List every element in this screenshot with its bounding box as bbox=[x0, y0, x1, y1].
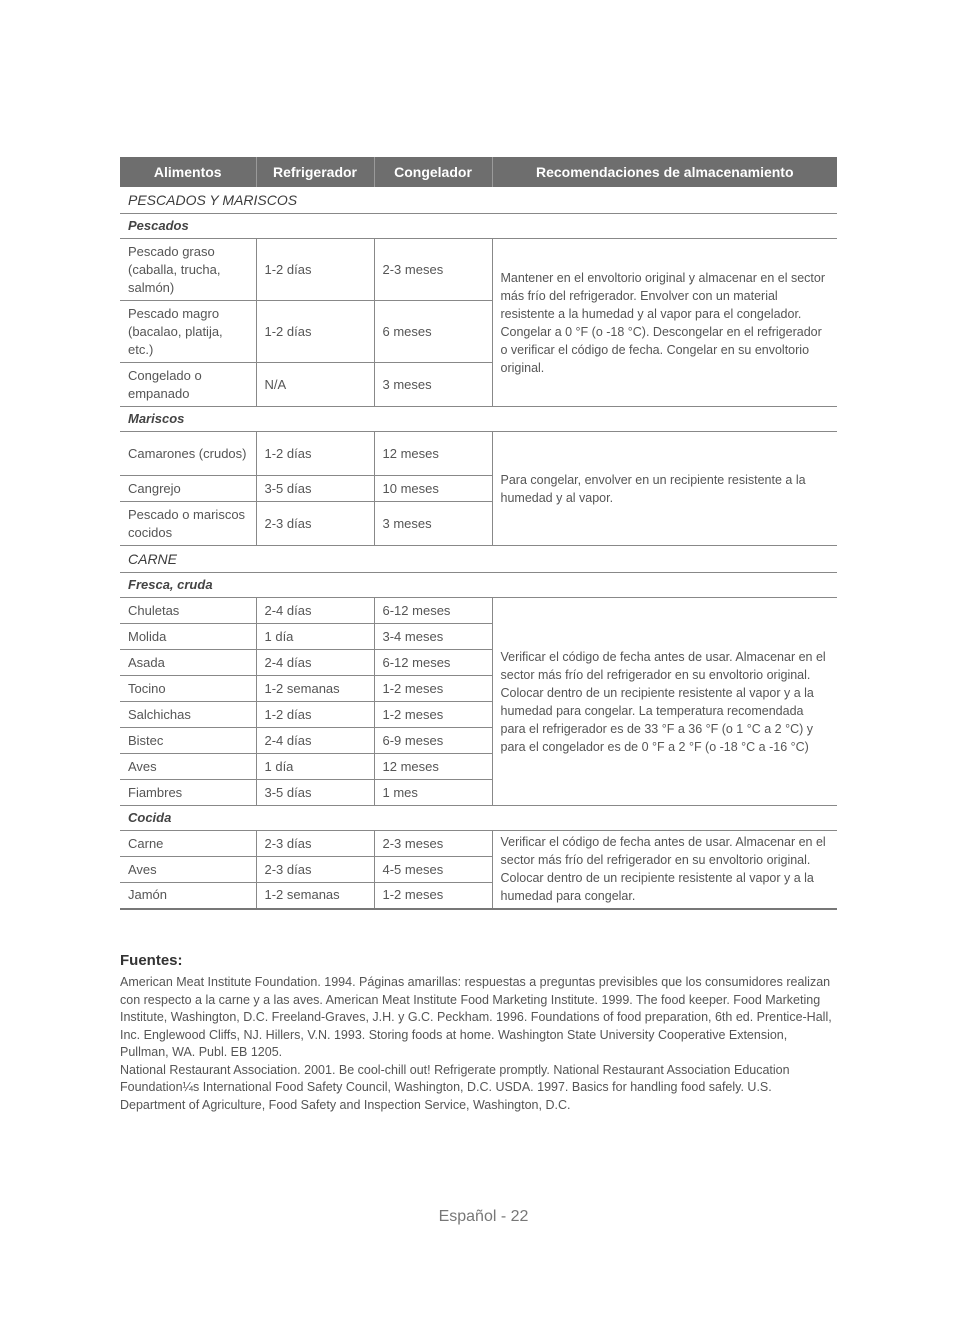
table-header-row bbox=[120, 157, 837, 187]
freezer-cell: 6-12 meses bbox=[374, 650, 492, 676]
food-cell: Chuletas bbox=[120, 598, 256, 624]
subsection-row-mariscos bbox=[120, 407, 837, 432]
freezer-cell: 6 meses bbox=[374, 301, 492, 363]
food-storage-table bbox=[120, 157, 837, 910]
table-row bbox=[120, 239, 837, 301]
freezer-cell: 3-4 meses bbox=[374, 624, 492, 650]
subsection-row-cocida bbox=[120, 806, 837, 831]
freezer-cell: 12 meses bbox=[374, 432, 492, 476]
food-cell: Carne bbox=[120, 831, 256, 857]
fridge-cell: 3-5 días bbox=[256, 780, 374, 806]
fridge-cell: 1 día bbox=[256, 624, 374, 650]
food-cell: Jamón bbox=[120, 883, 256, 909]
food-cell: Pescado o mariscos cocidos bbox=[120, 502, 256, 546]
food-cell: Pescado graso (caballa, trucha, salmón) bbox=[120, 239, 256, 301]
fridge-cell: 1-2 semanas bbox=[256, 883, 374, 909]
fridge-cell: 1-2 días bbox=[256, 702, 374, 728]
header-congelador: Congelador bbox=[374, 157, 492, 187]
fridge-cell: 1 día bbox=[256, 754, 374, 780]
food-cell: Pescado magro (bacalao, platija, etc.) bbox=[120, 301, 256, 363]
fridge-cell: 2-4 días bbox=[256, 598, 374, 624]
table-row bbox=[120, 598, 837, 624]
header-recomendaciones: Recomendaciones de almacenamiento bbox=[492, 157, 837, 187]
fridge-cell: 2-3 días bbox=[256, 857, 374, 883]
fridge-cell: 1-2 días bbox=[256, 301, 374, 363]
recommendation-cell: Verificar el código de fecha antes de usar. Almacenar en el sector más frío del refrigerador en su envoltorio original. Colocar dentro de un recipiente resistente al vapor y a la humedad para congelar. bbox=[492, 831, 837, 909]
fridge-cell: 1-2 días bbox=[256, 432, 374, 476]
freezer-cell: 2-3 meses bbox=[374, 831, 492, 857]
sources-section bbox=[120, 952, 838, 1114]
freezer-cell: 4-5 meses bbox=[374, 857, 492, 883]
section-row-meat bbox=[120, 546, 837, 573]
freezer-cell: 3 meses bbox=[374, 363, 492, 407]
freezer-cell: 3 meses bbox=[374, 502, 492, 546]
recommendation-cell: Verificar el código de fecha antes de usar. Almacenar en el sector más frío del refrigerador en su envoltorio original. Colocar dentro de un recipiente resistente al vapor y a la humedad para congelar. La temperatura recomendada para el refrigerador es de 33 °F a 36 °F (o 1 °C a 2 °C) y para el congelador es de 0 °F a 2 °F (o -18 °C a -16 °C) bbox=[492, 598, 837, 806]
fridge-cell: 3-5 días bbox=[256, 476, 374, 502]
sources-title: Fuentes: bbox=[120, 952, 183, 969]
fridge-cell: 2-4 días bbox=[256, 728, 374, 754]
freezer-cell: 1-2 meses bbox=[374, 702, 492, 728]
table-row bbox=[120, 432, 837, 476]
freezer-cell: 1-2 meses bbox=[374, 676, 492, 702]
subsection-title-fresca: Fresca, cruda bbox=[120, 573, 837, 598]
freezer-cell: 1-2 meses bbox=[374, 883, 492, 909]
freezer-cell: 1 mes bbox=[374, 780, 492, 806]
fridge-cell: 2-4 días bbox=[256, 650, 374, 676]
food-cell: Tocino bbox=[120, 676, 256, 702]
section-row-fish bbox=[120, 187, 837, 214]
fridge-cell: 1-2 semanas bbox=[256, 676, 374, 702]
subsection-title-cocida: Cocida bbox=[120, 806, 837, 831]
freezer-cell: 10 meses bbox=[374, 476, 492, 502]
recommendation-cell: Mantener en el envoltorio original y almacenar en el sector más frío del refrigerador. Envolver con un material resistente a la humedad y al vapor para el congelador. Congelar a 0 °F (o -18 °C). Descongelar en el refrigerador o verificar el código de fecha. Congelar en su envoltorio original. bbox=[492, 239, 837, 407]
freezer-cell: 12 meses bbox=[374, 754, 492, 780]
fridge-cell: 2-3 días bbox=[256, 502, 374, 546]
freezer-cell: 6-12 meses bbox=[374, 598, 492, 624]
header-refrigerador: Refrigerador bbox=[256, 157, 374, 187]
food-cell: Salchichas bbox=[120, 702, 256, 728]
fridge-cell: N/A bbox=[256, 363, 374, 407]
food-cell: Cangrejo bbox=[120, 476, 256, 502]
food-cell: Molida bbox=[120, 624, 256, 650]
subsection-title-mariscos: Mariscos bbox=[120, 407, 837, 432]
sources-paragraph: American Meat Institute Foundation. 1994. Páginas amarillas: respuestas a preguntas previsibles que los consumidores realizan con respecto a la carne y a las aves. American Meat Institute Food Marketing Institute. 1999. The food keeper. Food Marketing Institute, Washington, D.C. Freeland-Graves, J.H. y G.C. Peckham. 1996. Foundations of food preparation, 6th ed. Prentice-Hall, Inc. Englewood Cliffs, NJ. Hillers, V.N. 1993. Storing foods at home. Washington State University Cooperative Extension, Pullman, WA. Publ. EB 1205. bbox=[120, 975, 832, 1059]
section-title-meat: CARNE bbox=[120, 546, 837, 573]
food-cell: Camarones (crudos) bbox=[120, 432, 256, 476]
fridge-cell: 2-3 días bbox=[256, 831, 374, 857]
page-footer: Español - 22 bbox=[438, 1208, 529, 1225]
subsection-row-pescados bbox=[120, 214, 837, 239]
food-cell: Congelado o empanado bbox=[120, 363, 256, 407]
food-cell: Asada bbox=[120, 650, 256, 676]
subsection-row-fresca bbox=[120, 573, 837, 598]
food-cell: Fiambres bbox=[120, 780, 256, 806]
section-title-fish: PESCADOS Y MARISCOS bbox=[120, 187, 837, 214]
sources-paragraph: National Restaurant Association. 2001. Be cool-chill out! Refrigerate promptly. National Restaurant Association Education Foundation¼s International Food Safety Council, Washington, D.C. USDA. 1997. Basics for handling food safely. U.S. Department of Agriculture, Food Safety and Inspection Service, Washington, D.C. bbox=[120, 1062, 790, 1112]
food-cell: Aves bbox=[120, 754, 256, 780]
freezer-cell: 2-3 meses bbox=[374, 239, 492, 301]
subsection-title-pescados: Pescados bbox=[120, 214, 837, 239]
food-cell: Bistec bbox=[120, 728, 256, 754]
freezer-cell: 6-9 meses bbox=[374, 728, 492, 754]
header-alimentos: Alimentos bbox=[120, 157, 256, 187]
fridge-cell: 1-2 días bbox=[256, 239, 374, 301]
recommendation-cell: Para congelar, envolver en un recipiente resistente a la humedad y al vapor. bbox=[492, 432, 837, 546]
table-row bbox=[120, 831, 837, 857]
food-cell: Aves bbox=[120, 857, 256, 883]
